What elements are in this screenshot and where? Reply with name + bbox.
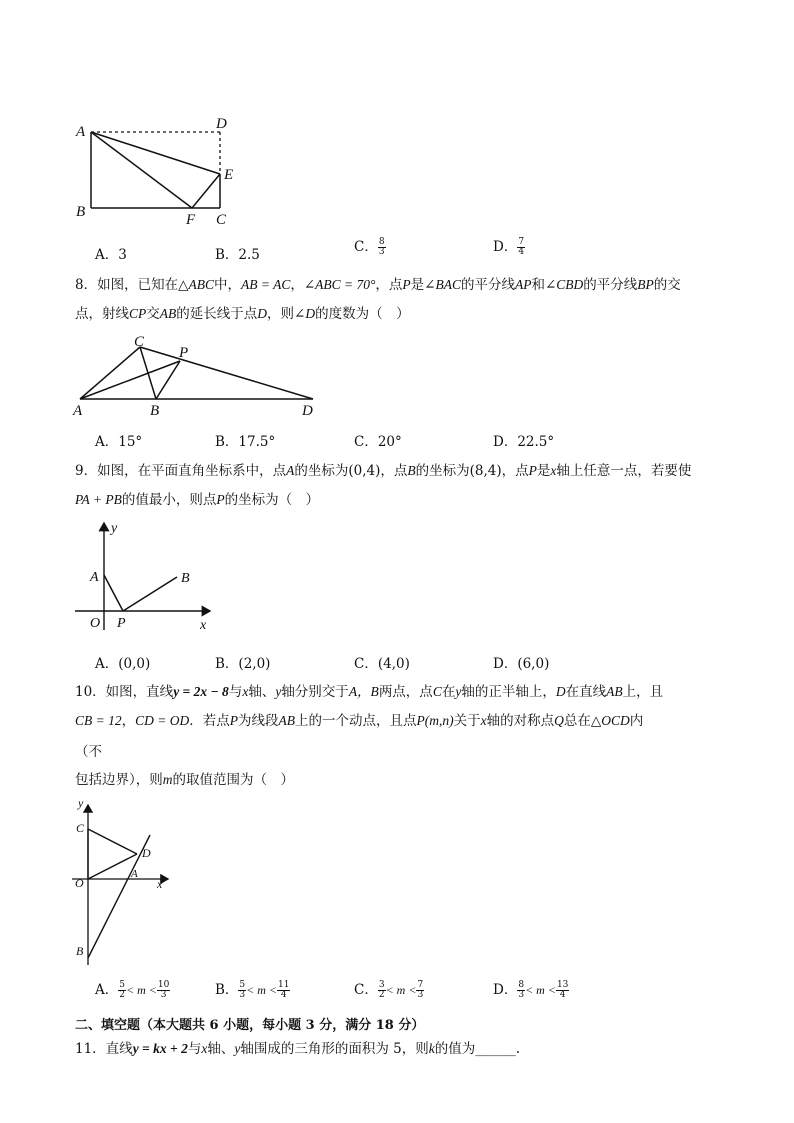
q8-option-b: B．17.5° xyxy=(215,434,276,450)
q10-option-a: A． $\frac{5}{2}$ < m < $\frac{10}{3}$ xyxy=(95,980,170,1000)
q7-option-a: A．3 xyxy=(95,247,127,263)
q9-option-c: C．(4,0) xyxy=(354,656,410,672)
q9-label-o: O xyxy=(90,616,101,631)
q9-option-d: D．(6,0) xyxy=(493,656,550,672)
q10-label-x: x xyxy=(157,877,163,891)
section-heading-fill-in: 二、填空题（本大题共 6 小题，每小题 3 分，满分 18 分） xyxy=(75,1018,425,1033)
q8-option-a: A．15° xyxy=(95,434,143,450)
q10-label-y: y xyxy=(78,796,84,810)
q8-line2: 点，射线CP交AB的延长线于点D，则∠D的度数为（ ） xyxy=(75,306,410,322)
q9-label-b: B xyxy=(181,571,190,586)
q9-option-b: B．(2,0) xyxy=(215,656,271,672)
q8-figure xyxy=(68,330,328,425)
q9-option-a: A．(0,0) xyxy=(95,656,151,672)
q7-label-a: A xyxy=(76,124,86,140)
q10-label-a: A xyxy=(131,868,138,880)
q7-label-b: B xyxy=(76,204,86,220)
q10-line3: （不 xyxy=(75,744,102,760)
q8-label-p: P xyxy=(179,345,189,361)
q10-option-c: C． $\frac{3}{2}$ < m < $\frac{7}{3}$ xyxy=(354,980,424,1000)
q10-label-o: O xyxy=(75,876,84,890)
q9-label-x: x xyxy=(200,618,207,633)
q7-figure xyxy=(70,110,245,230)
q7-label-c: C xyxy=(216,212,227,228)
q8-option-d: D．22.5° xyxy=(493,434,555,450)
q10-option-b: B． $\frac{5}{3}$ < m < $\frac{11}{4}$ xyxy=(215,980,290,1000)
q9-figure xyxy=(70,515,220,635)
q7-option-b: B．2.5 xyxy=(215,247,260,263)
q8-option-c: C．20° xyxy=(354,434,402,450)
q9-line2: PA + PB的值最小，则点P的坐标为（ ） xyxy=(75,492,320,508)
q10-label-b: B xyxy=(76,944,84,958)
q11-line: 11．直线y = kx + 2与x轴、y轴围成的三角形的面积为 5，则k的值为______. xyxy=(75,1041,521,1057)
q11-answer-blank[interactable]: ______ xyxy=(475,1041,516,1057)
q10-figure xyxy=(70,795,180,970)
q7-label-e: E xyxy=(224,167,234,183)
q7-label-f: F xyxy=(186,212,196,228)
q9-label-a: A xyxy=(90,570,99,585)
q8-line1: 8．如图，已知在△ABC中，AB = AC，∠ABC = 70°，点P是∠BAC的平分线AP和∠CBD的平分线BP的交 xyxy=(75,277,681,293)
q7-option-d: D． $\frac{7}{4}$ xyxy=(493,237,525,257)
q9-label-y: y xyxy=(111,521,118,536)
q8-label-c: C xyxy=(134,334,145,350)
q10-line2: CB = 12，CD = OD．若点P为线段AB上的一个动点，且点P(m,n)关于x轴的对称点Q总在△OCD内 xyxy=(75,713,644,729)
q8-label-b: B xyxy=(150,403,160,419)
q8-label-d: D xyxy=(302,403,313,419)
q7-option-c: C． $\frac{8}{3}$ xyxy=(354,237,385,257)
q8-label-a: A xyxy=(73,403,83,419)
q10-line1: 10．如图，直线y = 2x − 8与x轴、y轴分别交于A，B两点，点C在y轴的正半轴上，D在直线AB上，且 xyxy=(75,684,664,700)
q9-label-p: P xyxy=(117,616,126,631)
q7-label-d: D xyxy=(216,116,227,132)
q10-label-d: D xyxy=(142,846,151,860)
q10-line4: 包括边界），则m的取值范围为（ ） xyxy=(75,772,294,788)
q10-label-c: C xyxy=(76,821,85,835)
q9-line1: 9．如图，在平面直角坐标系中，点A的坐标为(0,4)，点B的坐标为(8,4)，点P是x轴上任意一点，若要使 xyxy=(75,463,692,479)
q10-option-d: D． $\frac{8}{3}$ < m < $\frac{13}{4}$ xyxy=(493,980,569,1000)
